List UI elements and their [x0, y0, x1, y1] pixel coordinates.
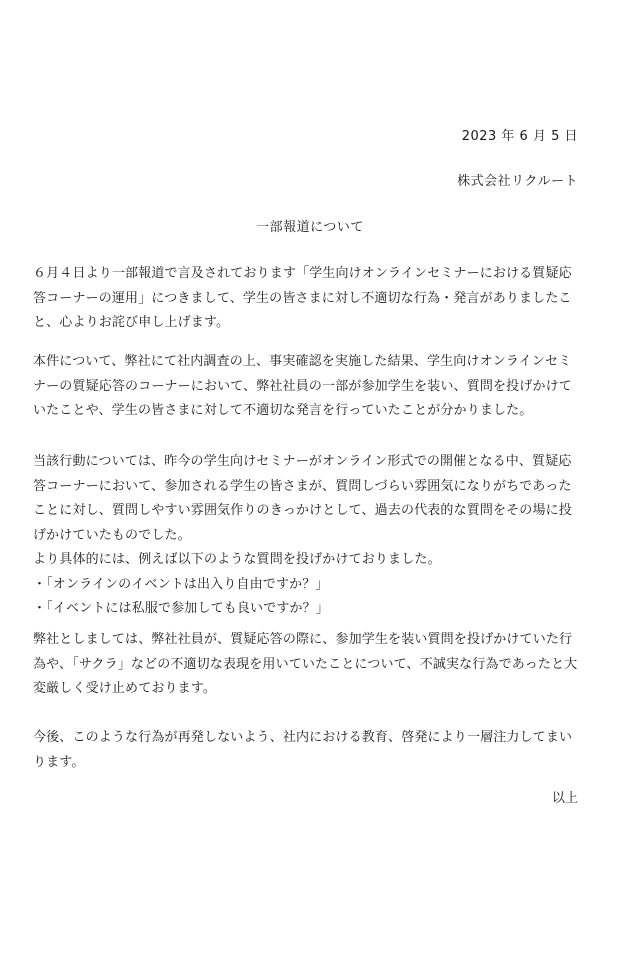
paragraph-prevention — [33, 726, 585, 775]
paragraph-line: いたことや、学生の皆さまに対して不適切な発言を行っていたことが分かりました。 — [33, 403, 533, 418]
paragraph-line: 答コーナーの運用」につきまして、学生の皆さまに対し不適切な行為・発言がありましたこ — [33, 290, 572, 306]
paragraph-line: げかけていたものでした。 — [33, 527, 191, 543]
document-date: 2023 年 6 月 5 日 — [461, 129, 578, 144]
paragraph-line: 当該行動については、昨今の学生向けセミナーがオンライン形式での開催となる中、質疑応 — [33, 454, 572, 469]
paragraph-line: 答コーナーにおいて、参加される学生の皆さまが、質問しづらい雰囲気になりがちであった — [33, 478, 572, 494]
paragraph-investigation — [33, 350, 585, 424]
closing-mark: 以上 — [551, 791, 578, 806]
paragraph-line: ことに対し、質問しやすい雰囲気作りのきっかけとして、過去の代表的な質問をその場に投 — [33, 503, 572, 518]
paragraph-line: ナーの質疑応答のコーナーにおいて、弊社社員の一部が参加学生を装い、質問を投げかけて — [33, 378, 572, 394]
paragraph-line: 今後、このような行為が再発しないよう、社内における教育、啓発により一層注力してまい — [33, 730, 573, 745]
example-question-2: ・「イベントには私服で参加しても良いですか？」 — [33, 601, 329, 616]
paragraph-line: ６月４日より一部報道で言及されております「学生向けオンラインセミナーにおける質疑応 — [33, 266, 572, 281]
document-title: 一部報道について — [256, 220, 364, 235]
paragraph-company-view — [33, 628, 585, 702]
paragraph-line: と、心よりお詫び申し上げます。 — [33, 315, 230, 330]
paragraph-line: より具体的には、例えば以下のような質問を投げかけておりました。 — [33, 552, 441, 567]
paragraph-line: 弊社としましては、弊社社員が、質疑応答の際に、参加学生を装い質問を投げかけていた行 — [33, 632, 573, 647]
company-name: 株式会社リクルート — [457, 174, 578, 189]
paragraph-apology — [33, 262, 585, 336]
example-question-1: ・「オンラインのイベントは出入り自由ですか？」 — [33, 576, 329, 592]
paragraph-line: 本件について、弊社にて社内調査の上、事実確認を実施した結果、学生向けオンラインセミ — [33, 354, 572, 369]
paragraph-line: 為や、「サクラ」などの不適切な表現を用いていたことについて、不誠実な行為であったと大 — [33, 656, 578, 672]
paragraph-line: ります。 — [33, 754, 85, 770]
paragraph-line: 変厳しく受け止めております。 — [33, 681, 217, 696]
paragraph-details — [33, 450, 585, 622]
